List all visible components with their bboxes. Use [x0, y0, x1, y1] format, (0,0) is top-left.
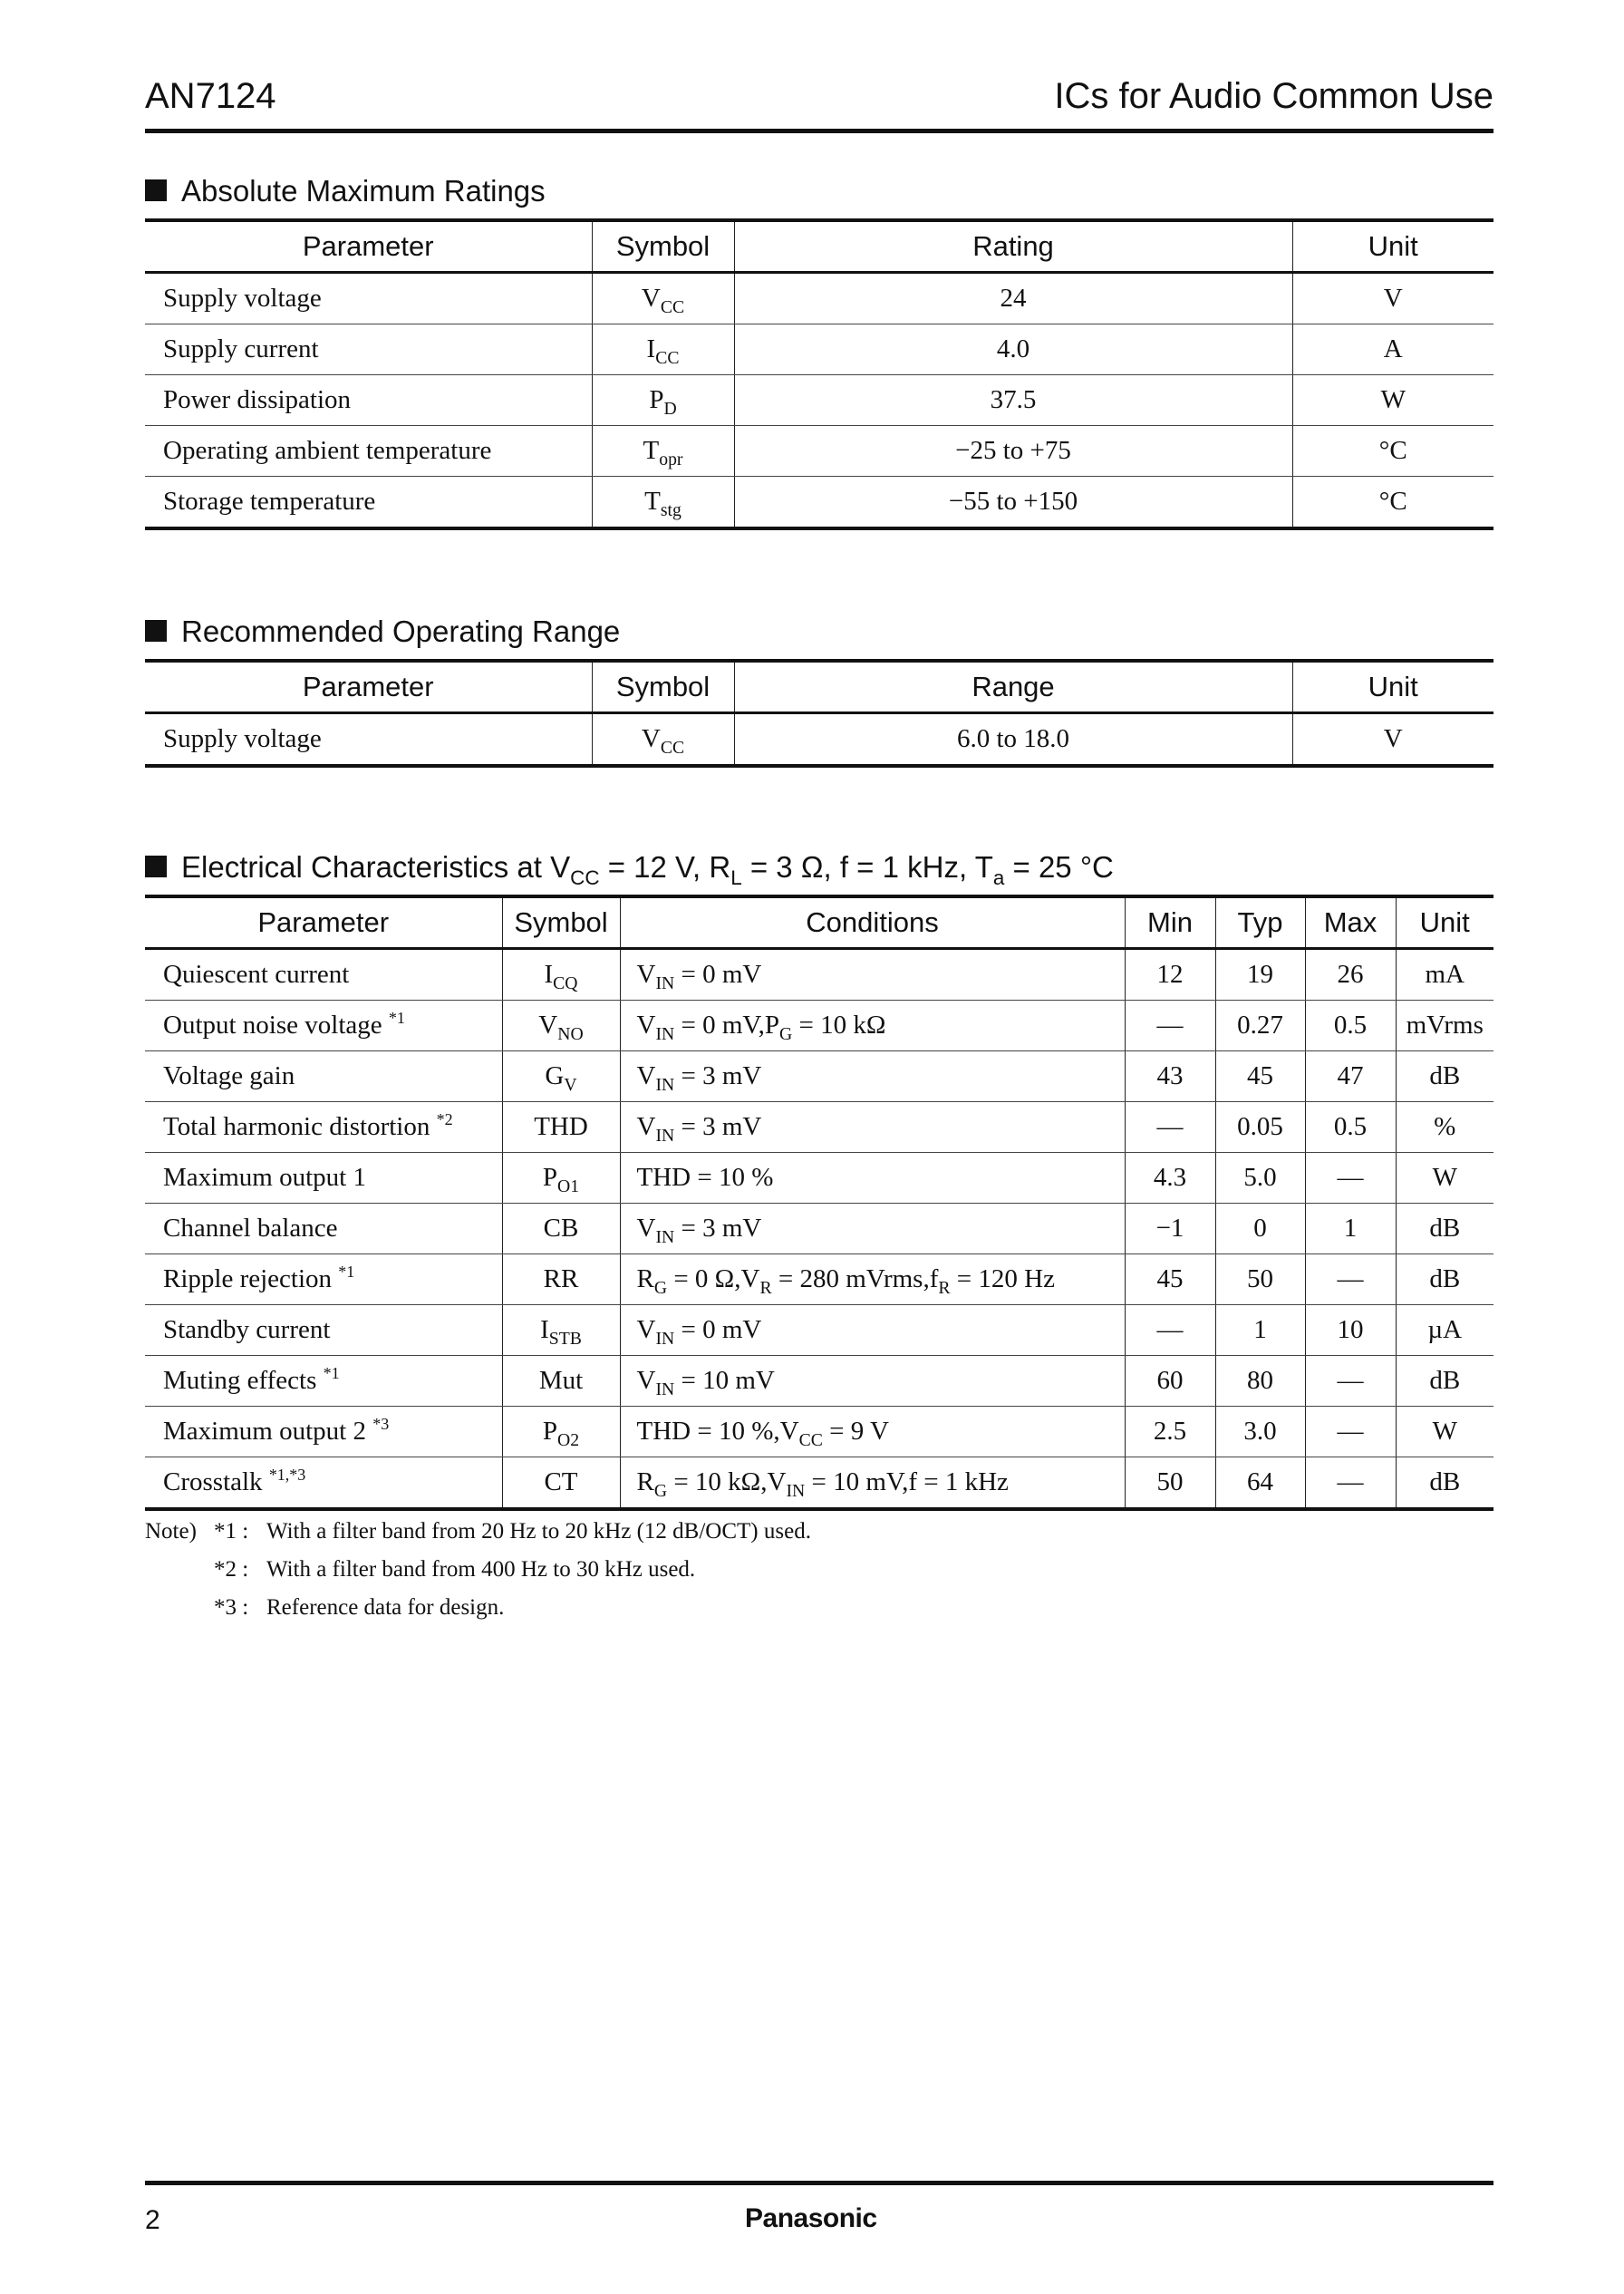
note-text: With a filter band from 400 Hz to 30 kHz used.: [266, 1557, 696, 1582]
column-header: Conditions: [620, 896, 1125, 949]
symbol-cell: $P_D$: [592, 375, 734, 426]
conditions-cell: $V_{IN} = 3$ mV: [620, 1051, 1125, 1102]
conditions-cell: THD = 10 %: [620, 1153, 1125, 1204]
table-header-row: [145, 896, 1494, 949]
parameter-cell: Voltage gain: [145, 1051, 502, 1102]
table-row: [145, 1254, 1494, 1305]
note-reference: *3: [372, 1415, 390, 1434]
typ-cell: 0.05: [1215, 1102, 1305, 1153]
unit-cell: dB: [1396, 1204, 1494, 1254]
parameter-cell: Muting effects $^{*1}$: [145, 1356, 502, 1407]
symbol-cell: $V_{CC}$: [592, 273, 734, 324]
unit-cell: mA: [1396, 949, 1494, 1001]
symbol-cell: CT: [502, 1457, 620, 1510]
column-header: Symbol: [592, 661, 734, 713]
max-cell: 0.5: [1305, 1001, 1396, 1051]
note-reference: *2: [436, 1110, 453, 1129]
unit-cell: %: [1396, 1102, 1494, 1153]
min-cell: −1: [1125, 1204, 1215, 1254]
column-header: Typ: [1215, 896, 1305, 949]
max-cell: —: [1305, 1457, 1396, 1510]
unit-cell: W: [1396, 1407, 1494, 1457]
symbol-cell: Mut: [502, 1356, 620, 1407]
table-row: [145, 273, 1494, 324]
section-title-electrical: Electrical Characteristics at $V_{CC} = 12$ V, $R_L = 3$ Ω, f = 1 kHz, $T_a = 25$ °C: [145, 850, 1114, 885]
value-cell: 6.0 to 18.0: [734, 713, 1292, 767]
parameter-cell: Supply voltage: [145, 713, 592, 767]
conditions-cell: THD = 10 $\%,V_{CC} = 9$ V: [620, 1407, 1125, 1457]
parameter-cell: Power dissipation: [145, 375, 592, 426]
column-header: Symbol: [592, 220, 734, 273]
column-header: Min: [1125, 896, 1215, 949]
conditions-cell: $V_{IN} = 10$ mV: [620, 1356, 1125, 1407]
unit-cell: dB: [1396, 1457, 1494, 1510]
datasheet-page: [145, 0, 1494, 2294]
symbol-cell: CB: [502, 1204, 620, 1254]
symbol-cell: THD: [502, 1102, 620, 1153]
parameter-cell: Total harmonic distortion $^{*2}$: [145, 1102, 502, 1153]
max-cell: —: [1305, 1153, 1396, 1204]
table-row: [145, 1457, 1494, 1510]
typ-cell: 5.0: [1215, 1153, 1305, 1204]
column-header: Parameter: [145, 661, 592, 713]
typ-cell: 1: [1215, 1305, 1305, 1356]
unit-cell: µA: [1396, 1305, 1494, 1356]
parameter-cell: Quiescent current: [145, 949, 502, 1001]
conditions-cell: $R_G = 0$ $\Omega,V_R = 280$ $mVrms,f_R = 120$ Hz: [620, 1254, 1125, 1305]
page-header: [145, 76, 1494, 133]
table-row: [145, 713, 1494, 767]
typ-cell: 3.0: [1215, 1407, 1305, 1457]
note-reference: *1: [388, 1009, 405, 1028]
conditions-cell: $V_{IN} = 0$ mV: [620, 949, 1125, 1001]
max-cell: 47: [1305, 1051, 1396, 1102]
unit-cell: dB: [1396, 1051, 1494, 1102]
parameter-cell: Supply voltage: [145, 273, 592, 324]
table-row: [145, 1305, 1494, 1356]
symbol-cell: $V_{NO}$: [502, 1001, 620, 1051]
square-bullet-icon: [145, 856, 167, 877]
value-cell: 4.0: [734, 324, 1292, 375]
min-cell: —: [1125, 1102, 1215, 1153]
note-reference: *1: [323, 1364, 340, 1383]
symbol-cell: $I_{CC}$: [592, 324, 734, 375]
table-row: [145, 375, 1494, 426]
min-cell: 43: [1125, 1051, 1215, 1102]
unit-cell: W: [1292, 375, 1494, 426]
parameter-cell: Output noise voltage $^{*1}$: [145, 1001, 502, 1051]
note-text: With a filter band from 20 Hz to 20 kHz (12 dB/OCT) used.: [266, 1519, 811, 1544]
parameter-cell: Channel balance: [145, 1204, 502, 1254]
unit-cell: V: [1292, 713, 1494, 767]
part-number: AN7124: [145, 76, 276, 116]
symbol-cell: $I_{STB}$: [502, 1305, 620, 1356]
column-header: Max: [1305, 896, 1396, 949]
note-text: Reference data for design.: [266, 1595, 505, 1620]
parameter-cell: Crosstalk $^{*1,*3}$: [145, 1457, 502, 1510]
max-cell: —: [1305, 1254, 1396, 1305]
typ-cell: 0: [1215, 1204, 1305, 1254]
symbol-cell: $I_{CQ}$: [502, 949, 620, 1001]
min-cell: 4.3: [1125, 1153, 1215, 1204]
parameter-cell: Supply current: [145, 324, 592, 375]
table-row: [145, 1051, 1494, 1102]
symbol-cell: $P_{O1}$: [502, 1153, 620, 1204]
column-header: Range: [734, 661, 1292, 713]
brand-logo: Panasonic: [745, 2203, 877, 2233]
column-header: Parameter: [145, 220, 592, 273]
absolute-max-table: [145, 218, 1494, 530]
table-header-row: [145, 220, 1494, 273]
value-cell: 24: [734, 273, 1292, 324]
note-prefix: Note): [145, 1519, 197, 1544]
min-cell: 12: [1125, 949, 1215, 1001]
typ-cell: 50: [1215, 1254, 1305, 1305]
min-cell: 2.5: [1125, 1407, 1215, 1457]
page-footer: [145, 2181, 1494, 2240]
min-cell: —: [1125, 1001, 1215, 1051]
table-row: [145, 426, 1494, 477]
section-title-recommended: Recommended Operating Range: [145, 615, 620, 649]
typ-cell: 0.27: [1215, 1001, 1305, 1051]
category-title: ICs for Audio Common Use: [1054, 76, 1494, 116]
parameter-cell: Standby current: [145, 1305, 502, 1356]
table-row: [145, 1407, 1494, 1457]
table-row: [145, 1356, 1494, 1407]
symbol-cell: $T_{stg}$: [592, 477, 734, 529]
conditions-cell: $V_{IN} = 3$ mV: [620, 1102, 1125, 1153]
unit-cell: W: [1396, 1153, 1494, 1204]
note-mark: *1 :: [214, 1519, 249, 1544]
symbol-cell: RR: [502, 1254, 620, 1305]
min-cell: 50: [1125, 1457, 1215, 1510]
table-row: [145, 1001, 1494, 1051]
max-cell: 0.5: [1305, 1102, 1396, 1153]
note-reference: *1,*3: [268, 1466, 306, 1485]
unit-cell: mVrms: [1396, 1001, 1494, 1051]
typ-cell: 64: [1215, 1457, 1305, 1510]
unit-cell: A: [1292, 324, 1494, 375]
table-row: [145, 1153, 1494, 1204]
symbol-cell: $G_V$: [502, 1051, 620, 1102]
table-row: [145, 949, 1494, 1001]
max-cell: 26: [1305, 949, 1396, 1001]
parameter-cell: Maximum output 1: [145, 1153, 502, 1204]
page-number: 2: [145, 2205, 160, 2235]
section-title-absolute-max: Absolute Maximum Ratings: [145, 174, 546, 208]
column-header: Unit: [1292, 220, 1494, 273]
unit-cell: dB: [1396, 1356, 1494, 1407]
conditions-cell: $V_{IN} = 0$ $mV,P_G = 10$ kΩ: [620, 1001, 1125, 1051]
recommended-range-table: [145, 659, 1494, 768]
conditions-cell: $V_{IN} = 3$ mV: [620, 1204, 1125, 1254]
min-cell: 60: [1125, 1356, 1215, 1407]
unit-cell: °C: [1292, 477, 1494, 529]
min-cell: 45: [1125, 1254, 1215, 1305]
column-header: Symbol: [502, 896, 620, 949]
symbol-cell: $P_{O2}$: [502, 1407, 620, 1457]
square-bullet-icon: [145, 179, 167, 201]
symbol-cell: $V_{CC}$: [592, 713, 734, 767]
max-cell: 10: [1305, 1305, 1396, 1356]
parameter-cell: Operating ambient temperature: [145, 426, 592, 477]
value-cell: −25 to +75: [734, 426, 1292, 477]
min-cell: —: [1125, 1305, 1215, 1356]
parameter-cell: Maximum output 2 $^{*3}$: [145, 1407, 502, 1457]
column-header: Rating: [734, 220, 1292, 273]
unit-cell: V: [1292, 273, 1494, 324]
table-row: [145, 477, 1494, 529]
electrical-characteristics-table: [145, 895, 1494, 1511]
value-cell: −55 to +150: [734, 477, 1292, 529]
value-cell: 37.5: [734, 375, 1292, 426]
symbol-cell: $T_{opr}$: [592, 426, 734, 477]
table-row: [145, 324, 1494, 375]
max-cell: —: [1305, 1407, 1396, 1457]
parameter-cell: Storage temperature: [145, 477, 592, 529]
typ-cell: 19: [1215, 949, 1305, 1001]
note-mark: *3 :: [214, 1595, 249, 1620]
column-header: Unit: [1396, 896, 1494, 949]
table-row: [145, 1102, 1494, 1153]
conditions-cell: $R_G = 10$ $k\Omega,V_{IN} = 10$ mV,f = 1 kHz: [620, 1457, 1125, 1510]
note-mark: *2 :: [214, 1557, 249, 1582]
column-header: Parameter: [145, 896, 502, 949]
column-header: Unit: [1292, 661, 1494, 713]
table-header-row: [145, 661, 1494, 713]
typ-cell: 80: [1215, 1356, 1305, 1407]
typ-cell: 45: [1215, 1051, 1305, 1102]
unit-cell: °C: [1292, 426, 1494, 477]
max-cell: 1: [1305, 1204, 1396, 1254]
table-row: [145, 1204, 1494, 1254]
max-cell: —: [1305, 1356, 1396, 1407]
unit-cell: dB: [1396, 1254, 1494, 1305]
square-bullet-icon: [145, 620, 167, 642]
conditions-cell: $V_{IN} = 0$ mV: [620, 1305, 1125, 1356]
note-reference: *1: [338, 1263, 355, 1282]
parameter-cell: Ripple rejection $^{*1}$: [145, 1254, 502, 1305]
